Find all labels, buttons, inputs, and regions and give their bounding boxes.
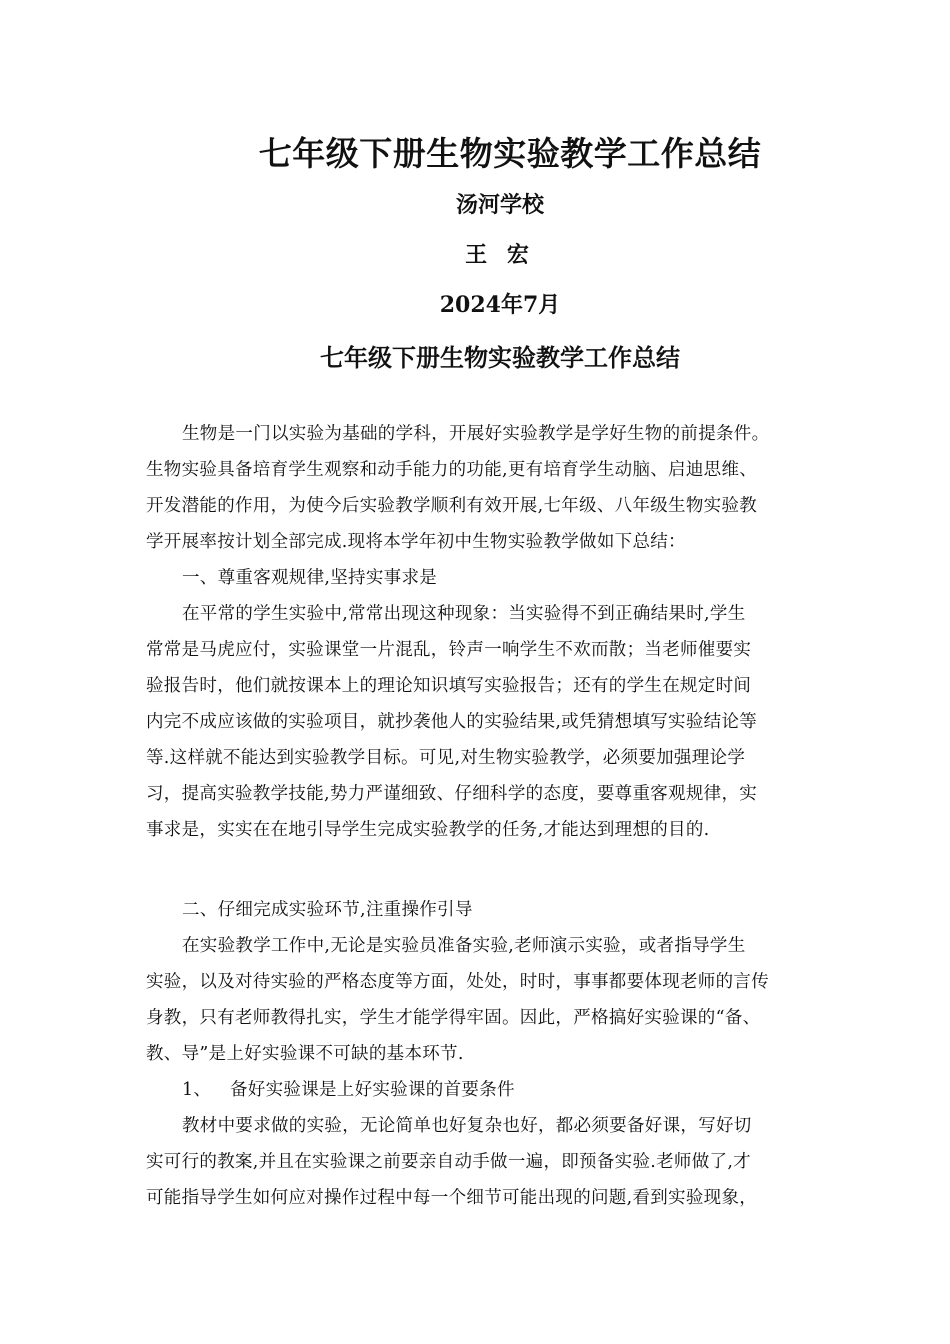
paragraph-line: 在实验教学工作中,无论是实验员准备实验,老师演示实验，或者指导学生 — [182, 936, 746, 956]
numbered-heading — [182, 1078, 806, 1102]
paragraph-line: 等.这样就不能达到实验教学目标。可见,对生物实验教学，必须要加强理论学 — [146, 748, 746, 768]
school-name: 汤河学校 — [455, 192, 544, 218]
paragraph-line: 在平常的学生实验中,常常出现这种现象：当实验得不到正确结果时,学生 — [182, 604, 746, 624]
paragraph-line: 生物是一门以实验为基础的学科，开展好实验教学是学好生物的前提条件。 — [182, 424, 770, 444]
list-heading-text: 备好实验课是上好实验课的首要条件 — [230, 1080, 515, 1100]
paragraph-line: 验报告时，他们就按课本上的理论知识填写实验报告；还有的学生在规定时间 — [146, 676, 752, 696]
author-name: 王 宏 — [465, 242, 535, 268]
paragraph-line: 内完不成应该做的实验项目，就抄袭他人的实验结果,或凭猜想填写实验结论等 — [146, 712, 758, 732]
paragraph-line: 事求是，实实在在地引导学生完成实验教学的任务,才能达到理想的目的. — [146, 820, 710, 840]
section-heading: 二、仔细完成实验环节,注重操作引导 — [182, 900, 473, 920]
paragraph-line: 教材中要求做的实验，无论简单也好复杂也好，都必须要备好课，写好切 — [182, 1116, 752, 1136]
paragraph-line: 身教，只有老师教得扎实，学生才能学得牢固。因此，严格搞好实验课的“备、 — [146, 1008, 761, 1028]
paragraph-line: 教、导”是上好实验课不可缺的基本环节. — [146, 1044, 464, 1064]
document-title: 七年级下册生物实验教学工作总结 — [258, 134, 762, 173]
section-heading: 一、尊重客观规律,坚持实事求是 — [182, 568, 438, 588]
paragraph-line: 习，提高实验教学技能,势力严谨细致、仔细科学的态度，要尊重客观规律，实 — [146, 784, 758, 804]
paragraph-line: 学开展率按计划全部完成.现将本学年初中生物实验教学做如下总结： — [146, 532, 686, 552]
paragraph-line: 常常是马虎应付，实验课堂一片混乱，铃声一响学生不欢而散；当老师催要实 — [146, 640, 752, 660]
paragraph-line: 实可行的教案,并且在实验课之前要亲自动手做一遍，即预备实验.老师做了,才 — [146, 1152, 751, 1172]
document-subtitle: 七年级下册生物实验教学工作总结 — [320, 343, 680, 372]
list-number: 1、 — [182, 1080, 212, 1100]
paragraph-line: 可能指导学生如何应对操作过程中每一个细节可能出现的问题,看到实验现象， — [146, 1188, 758, 1208]
paragraph-line: 实验，以及对待实验的严格态度等方面，处处，时时，事事都要体现老师的言传 — [146, 972, 769, 992]
document-date: 2024年7月 — [439, 292, 561, 318]
paragraph-line: 生物实验具备培育学生观察和动手能力的功能,更有培育学生动脑、启迪思维、 — [146, 460, 758, 480]
paragraph-line: 开发潜能的作用，为使今后实验教学顺利有效开展,七年级、八年级生物实验教 — [146, 496, 758, 516]
